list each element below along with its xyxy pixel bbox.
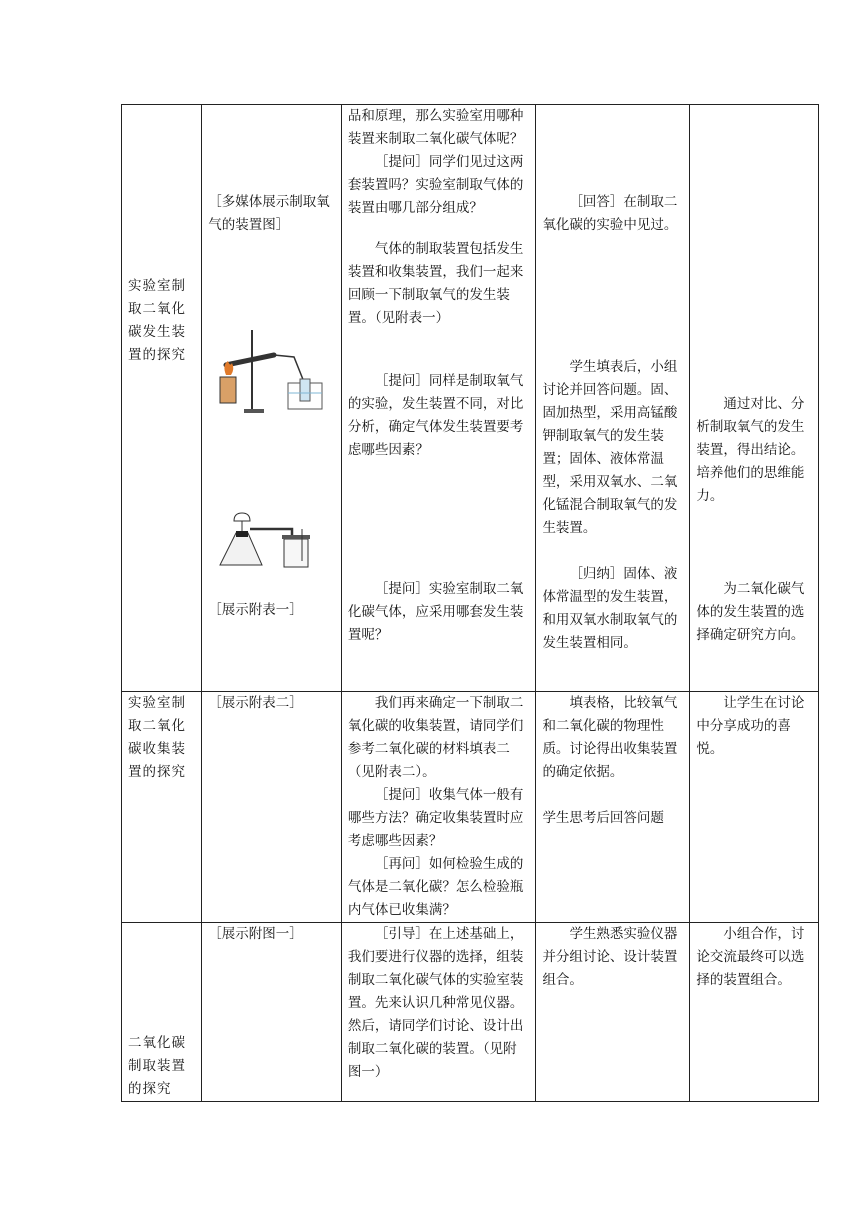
design-intent: 小组合作，讨论交流最终可以选择的装置组合。 — [696, 926, 805, 988]
student-task: 学生熟悉实验仪器并分组讨论、设计装置组合。 — [542, 926, 678, 988]
teacher-activity-cell — [341, 692, 536, 923]
teacher-question: ［提问］收集气体一般有哪些方法？确定收集装置时应考虑哪些因素？ — [347, 787, 524, 849]
teacher-activity-cell — [341, 923, 536, 1102]
teacher-question-1: ［提问］同学们见过这两套装置吗？实验室制取气体的装置由哪几部分组成？ — [347, 154, 524, 216]
media-show-table-two: ［展示附表二］ — [208, 695, 303, 711]
student-activity-cell — [536, 923, 690, 1102]
design-intent-1: 通过对比、分析制取氧气的发生装置，得出结论。培养他们的思维能力。 — [696, 396, 805, 504]
design-intent-cell — [690, 692, 819, 923]
stage-title: 实验室制取二氧化碳收集装置的探究 — [128, 695, 186, 780]
stage-cell — [122, 105, 202, 692]
student-discussion: 学生填表后，小组讨论并回答问题。固、固加热型，采用高锰酸钾制取氧气的发生装置；固体、液体常温型，采用双氧水、二氧化锰混合制取氧气的发生装置。 — [542, 359, 678, 536]
table-row — [122, 692, 819, 923]
teacher-text-1: 品和原理，那么实验室用哪种装置来制取二氧化碳气体呢？ — [347, 108, 524, 147]
teacher-text: 我们再来确定一下制取二氧化碳的收集装置，请同学们参考二氧化碳的材料填表二（见附表二）。 — [347, 695, 524, 780]
design-intent-cell — [690, 923, 819, 1102]
design-intent: 让学生在讨论中分享成功的喜悦。 — [696, 695, 805, 757]
teacher-question-3: ［提问］实验室制取二氧化碳气体，应采用哪套发生装置呢？ — [347, 581, 524, 643]
liquid-solid-apparatus-image — [214, 511, 335, 571]
student-activity-cell — [536, 692, 690, 923]
design-intent-2: 为二氧化碳气体的发生装置的选择确定研究方向。 — [696, 581, 805, 643]
student-answer: ［回答］在制取二氧化碳的实验中见过。 — [542, 194, 678, 233]
media-cell — [202, 923, 342, 1102]
table-row — [122, 105, 819, 692]
stage-cell — [122, 923, 202, 1102]
media-show-figure-one: ［展示附图一］ — [208, 926, 303, 942]
media-cell — [202, 105, 342, 692]
teacher-activity-cell — [341, 105, 536, 692]
lesson-plan-table — [121, 104, 819, 1102]
media-show-oxygen-devices: ［多媒体展示制取氧气的装置图］ — [208, 194, 330, 233]
student-answer: 学生思考后回答问题 — [542, 810, 664, 826]
teacher-text-2: 气体的制取装置包括发生装置和收集装置，我们一起来回顾一下制取氧气的发生装置。（见附表一） — [347, 241, 524, 326]
media-cell — [202, 692, 342, 923]
design-intent-cell — [690, 105, 819, 692]
table-row — [122, 923, 819, 1102]
stage-title: 实验室制取二氧化碳发生装置的探究 — [128, 278, 186, 363]
teacher-guidance: ［引导］在上述基础上，我们要进行仪器的选择，组装制取二氧化碳气体的实验室装置。先来认识几种常见仪器。然后，请同学们讨论、设计出制取二氧化碳的装置。（见附图一） — [347, 926, 524, 1080]
teacher-question-2: ［提问］同样是制取氧气的实验，发生装置不同，对比分析，确定气体发生装置要考虑哪些因素？ — [347, 373, 524, 458]
media-show-table-one: ［展示附表一］ — [208, 602, 303, 618]
student-task: 填表格，比较氧气和二氧化碳的物理性质。讨论得出收集装置的确定依据。 — [542, 695, 678, 780]
stage-title: 二氧化碳制取装置的探究 — [128, 1035, 186, 1097]
solid-heating-apparatus-image — [214, 325, 335, 415]
teacher-followup-question: ［再问］如何检验生成的气体是二氧化碳？怎么检验瓶内气体已收集满？ — [347, 856, 524, 918]
student-activity-cell — [536, 105, 690, 692]
stage-cell — [122, 692, 202, 923]
student-summary: ［归纳］固体、液体常温型的发生装置，和用双氧水制取氧气的发生装置相同。 — [542, 566, 678, 651]
